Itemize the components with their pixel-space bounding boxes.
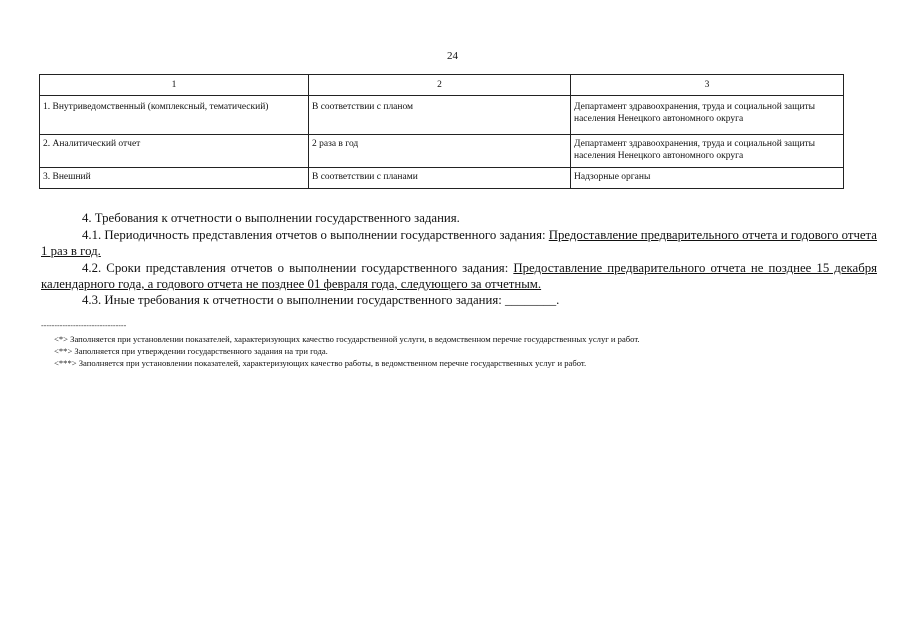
paragraph-4-2 bbox=[41, 260, 877, 292]
table-cell-authority: Надзорные органы bbox=[571, 168, 844, 189]
footnote-2: <**> Заполняется при утверждении государственного задания на три года. bbox=[54, 346, 328, 356]
table-cell-control-form: 1. Внутриведомственный (комплексный, тематический) bbox=[40, 96, 309, 135]
paragraph-4-2-label: 4.2. Сроки представления отчетов о выполнении государственного задания: bbox=[82, 261, 514, 275]
paragraph-4-3 bbox=[41, 292, 877, 308]
table-cell-frequency: В соответствии с планом bbox=[309, 96, 571, 135]
table-cell-frequency: В соответствии с планами bbox=[309, 168, 571, 189]
table-cell-frequency: 2 раза в год bbox=[309, 135, 571, 168]
control-forms-table bbox=[39, 74, 844, 189]
table-cell-authority: Департамент здравоохранения, труда и социальной защиты населения Ненецкого автономного округа bbox=[571, 135, 844, 168]
paragraph-4-3-blank: ________ bbox=[504, 293, 557, 307]
footnote-3: <***> Заполняется при установлении показателей, характеризующих качество работы, в ведомственном перечне государственных услуг и работ. bbox=[54, 358, 587, 368]
column-header: 3 bbox=[571, 75, 844, 96]
table-cell-control-form: 3. Внешний bbox=[40, 168, 309, 189]
page-number: 24 bbox=[447, 50, 458, 62]
paragraph-4-1 bbox=[41, 227, 877, 259]
paragraph-4-1-value: Предоставление предварительного отчета и годового отчета 1 раз в год. bbox=[41, 228, 877, 258]
footnote-1: <*> Заполняется при установлении показателей, характеризующих качество государственной услуги, в ведомственном перечне государственных услуг и работ. bbox=[54, 334, 640, 344]
table-row bbox=[40, 135, 844, 168]
table-header-row bbox=[40, 75, 844, 96]
table-row bbox=[40, 96, 844, 135]
reporting-requirements-section bbox=[41, 210, 877, 308]
paragraph-4-2-value: Предоставление предварительного отчета не позднее 15 декабря календарного года, а годового отчета не позднее 01 февраля года, следующего за отчетным. bbox=[41, 261, 877, 291]
table-cell-authority: Департамент здравоохранения, труда и социальной защиты населения Ненецкого автономного округа bbox=[571, 96, 844, 135]
footnotes bbox=[41, 322, 841, 369]
footnote-separator: -------------------------------- bbox=[41, 321, 127, 330]
paragraph-4-1-label: 4.1. Периодичность представления отчетов о выполнении государственного задания: bbox=[82, 228, 549, 242]
column-header: 1 bbox=[40, 75, 309, 96]
table-row bbox=[40, 168, 844, 189]
paragraph-4-3-end: . bbox=[556, 293, 560, 307]
section-heading: 4. Требования к отчетности о выполнении государственного задания. bbox=[82, 211, 460, 225]
column-header: 2 bbox=[309, 75, 571, 96]
paragraph-4-3-label: 4.3. Иные требования к отчетности о выполнении государственного задания: bbox=[82, 293, 505, 307]
table-cell-control-form: 2. Аналитический отчет bbox=[40, 135, 309, 168]
